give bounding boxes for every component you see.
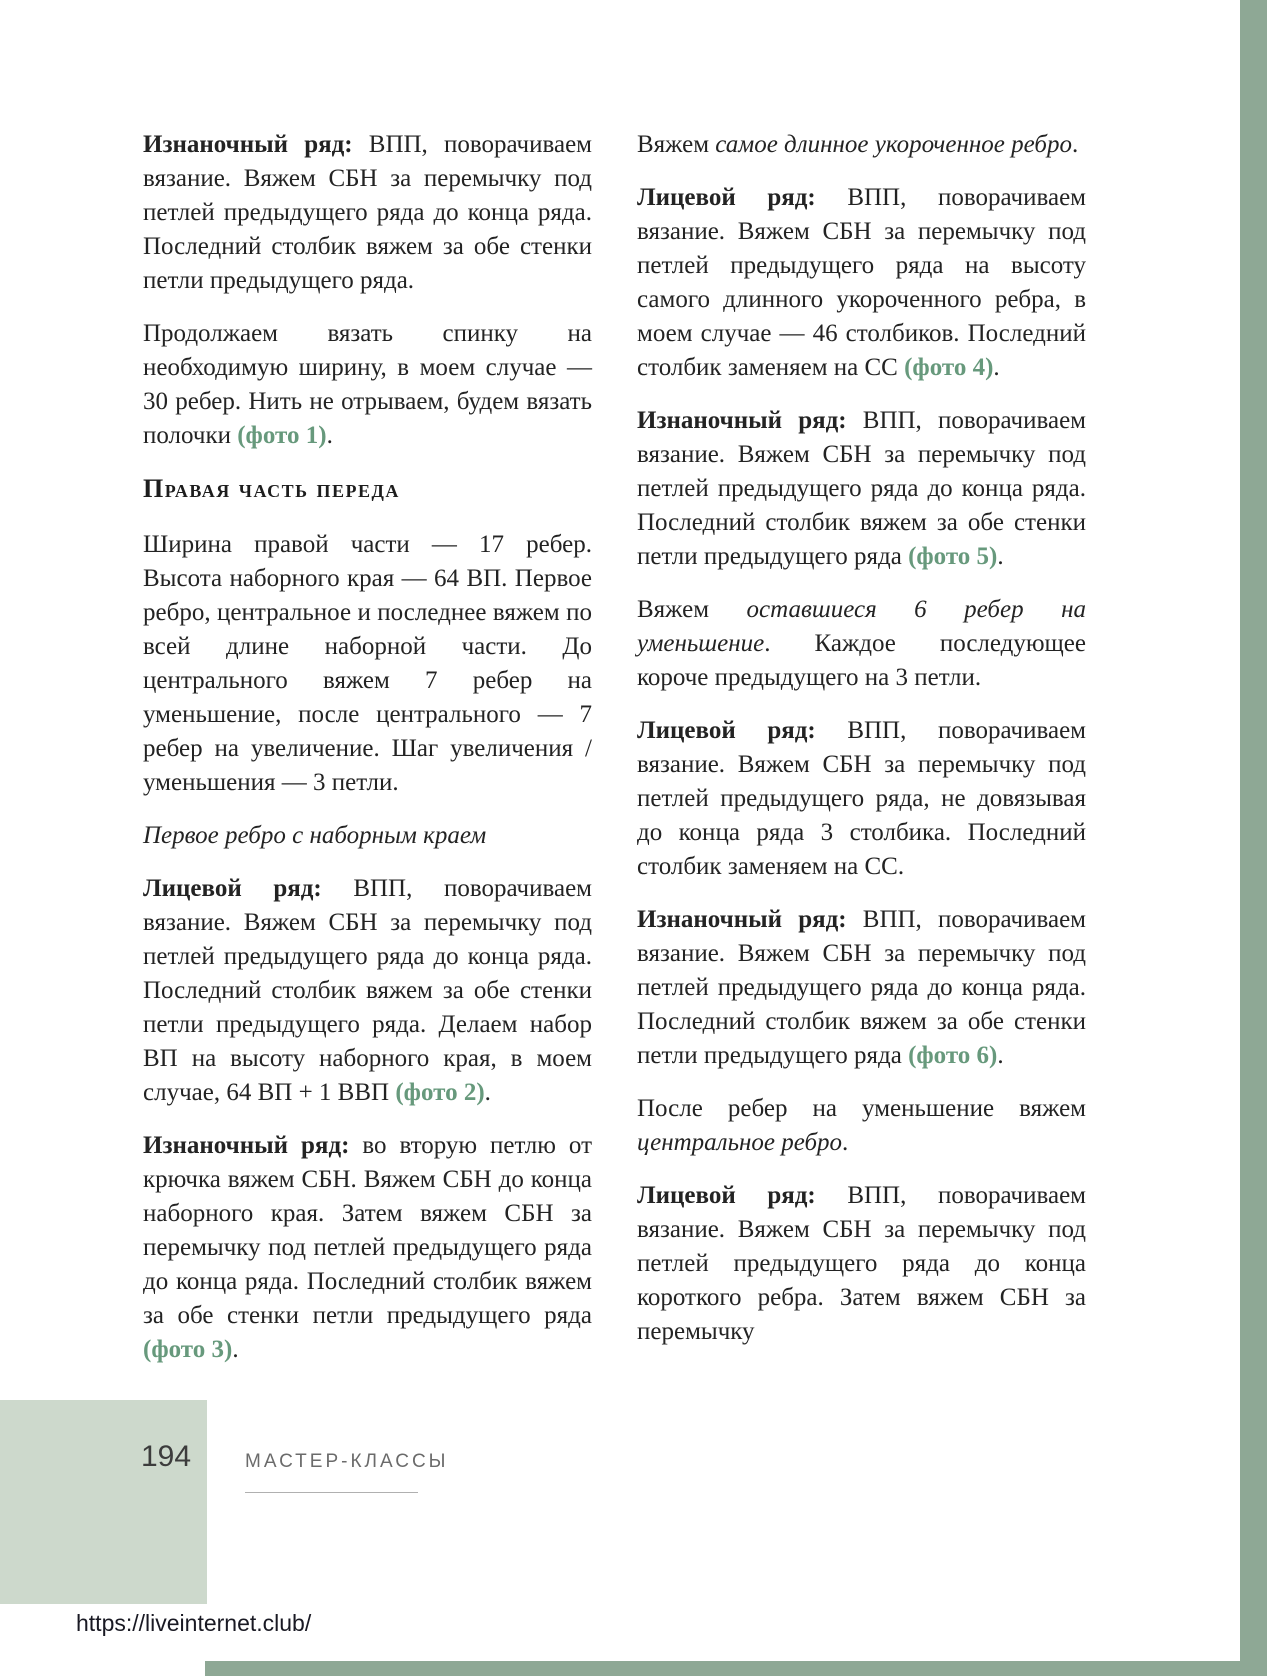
paragraph: [637, 1092, 1086, 1160]
text-run: Продолжаем вязать спинку на необходимую ширину, в моем случае — 30 ребер. Нить не отрываем, будем вязать полочки: [143, 320, 592, 449]
text-run: во вторую петлю от крючка вяжем СБН. Вяжем СБН до конца наборного края. Затем вяжем СБН за перемычку под петлей предыдущего ряда до конца ряда. Последний столбик вяжем за обе стенки петли предыдущего ряда: [143, 1132, 592, 1329]
section-heading: [143, 472, 592, 506]
paragraph: [143, 872, 592, 1110]
text-run: ВПП, поворачиваем вязание. Вяжем СБН за перемычку под петлей предыдущего ряда, не довязывая до конца ряда 3 столбика. Последний столбик заменяем на СС.: [637, 717, 1086, 880]
text-run: ВПП, поворачиваем вязание. Вяжем СБН за перемычку под петлей предыдущего ряда до конца ряда. Последний столбик вяжем за обе стенки петли предыдущего ряда. Делаем набор ВП на высоту наборного края, в моем случае, 64 ВП + 1 ВВП: [143, 875, 592, 1106]
text-run: ВПП, поворачиваем вязание. Вяжем СБН за перемычку под петлей предыдущего ряда до конца ряда. Последний столбик вяжем за обе стенки петли предыдущего ряда: [637, 906, 1086, 1069]
photo-reference: (фото 5): [908, 543, 998, 570]
site-url-link[interactable]: https://liveinternet.club/: [76, 1610, 312, 1636]
paragraph: [143, 528, 592, 800]
text-run: центральное ребро: [637, 1129, 843, 1156]
text-run: .: [232, 1336, 239, 1363]
text-run: Первое ребро с наборным краем: [143, 822, 487, 849]
text-run: . Каждое последующее короче предыдущего на 3 петли.: [637, 630, 1086, 691]
text-run: ВПП, поворачиваем вязание. Вяжем СБН за перемычку под петлей предыдущего ряда до конца ряда. Последний столбик вяжем за обе стенки петли предыдущего ряда: [637, 407, 1086, 570]
text-run: После ребер на уменьшение вяжем: [637, 1095, 1086, 1122]
right-edge-strip: [1240, 0, 1267, 1676]
text-run: .: [842, 1129, 849, 1156]
text-run: Ширина правой части — 17 ребер. Высота наборного края — 64 ВП. Первое ребро, центральное и последнее вяжем по всей длине наборной части. До центрального вяжем 7 ребер на уменьшение, после центрального — 7 ребер на увеличение. Шаг увеличения / уменьшения — 3 петли.: [143, 531, 592, 796]
text-run: .: [1071, 131, 1079, 158]
text-run: Вяжем: [637, 131, 716, 158]
paragraph: [637, 903, 1086, 1073]
photo-reference: (фото 3): [143, 1336, 233, 1363]
text-run: .: [484, 1079, 491, 1106]
page-number: 194: [141, 1440, 192, 1473]
section-label: МАСТЕР-КЛАССЫ: [245, 1451, 449, 1472]
footer-rule: [245, 1492, 418, 1493]
photo-reference: (фото 1): [237, 422, 327, 449]
photo-reference: (фото 4): [904, 354, 994, 381]
text-run: Изнаночный ряд:: [637, 407, 847, 434]
photo-reference: (фото 2): [395, 1079, 485, 1106]
text-run: Лицевой ряд:: [637, 717, 816, 744]
paragraph: [637, 714, 1086, 884]
text-run: Лицевой ряд:: [637, 1182, 816, 1209]
paragraph: [143, 819, 592, 853]
text-run: Лицевой ряд:: [637, 184, 816, 211]
paragraph: [143, 1129, 592, 1367]
footer-pale-block: [0, 1400, 207, 1604]
paragraph: [143, 317, 592, 453]
text-run: Изнаночный ряд:: [143, 1132, 350, 1159]
paragraph: [637, 1179, 1086, 1349]
text-run: .: [997, 1042, 1004, 1069]
text-run: ВПП, поворачиваем вязание. Вяжем СБН за перемычку под петлей предыдущего ряда до конца короткого ребра. Затем вяжем СБН за перемычку: [637, 1182, 1086, 1345]
paragraph: [637, 404, 1086, 574]
text-run: .: [326, 422, 333, 449]
right-column: [637, 128, 1086, 1368]
text-run: Изнаночный ряд:: [637, 906, 847, 933]
text-run: самое длинное укороченное ребро: [715, 131, 1072, 158]
text-run: Изнаночный ряд:: [143, 131, 353, 158]
text-run: .: [997, 543, 1004, 570]
paragraph: [637, 181, 1086, 385]
text-run: Правая часть переда: [143, 474, 400, 503]
bottom-edge-strip: [205, 1661, 1267, 1676]
text-run: Вяжем: [637, 596, 747, 623]
text-run: ВПП, поворачиваем вязание. Вяжем СБН за перемычку под петлей предыдущего ряда до конца ряда. Последний столбик вяжем за обе стенки петли предыдущего ряда.: [143, 131, 592, 294]
photo-reference: (фото 6): [908, 1042, 998, 1069]
left-column: [143, 128, 592, 1386]
text-run: .: [993, 354, 1000, 381]
text-run: оставшиеся 6 ребер на уменьшение: [637, 596, 1086, 657]
text-run: ВПП, поворачиваем вязание. Вяжем СБН за перемычку под петлей предыдущего ряда на высоту самого длинного укороченного ребра, в моем случае — 46 столбиков. Последний столбик заменяем на СС: [637, 184, 1086, 381]
paragraph: [637, 128, 1086, 162]
paragraph: [143, 128, 592, 298]
text-run: Лицевой ряд:: [143, 875, 322, 902]
paragraph: [637, 593, 1086, 695]
